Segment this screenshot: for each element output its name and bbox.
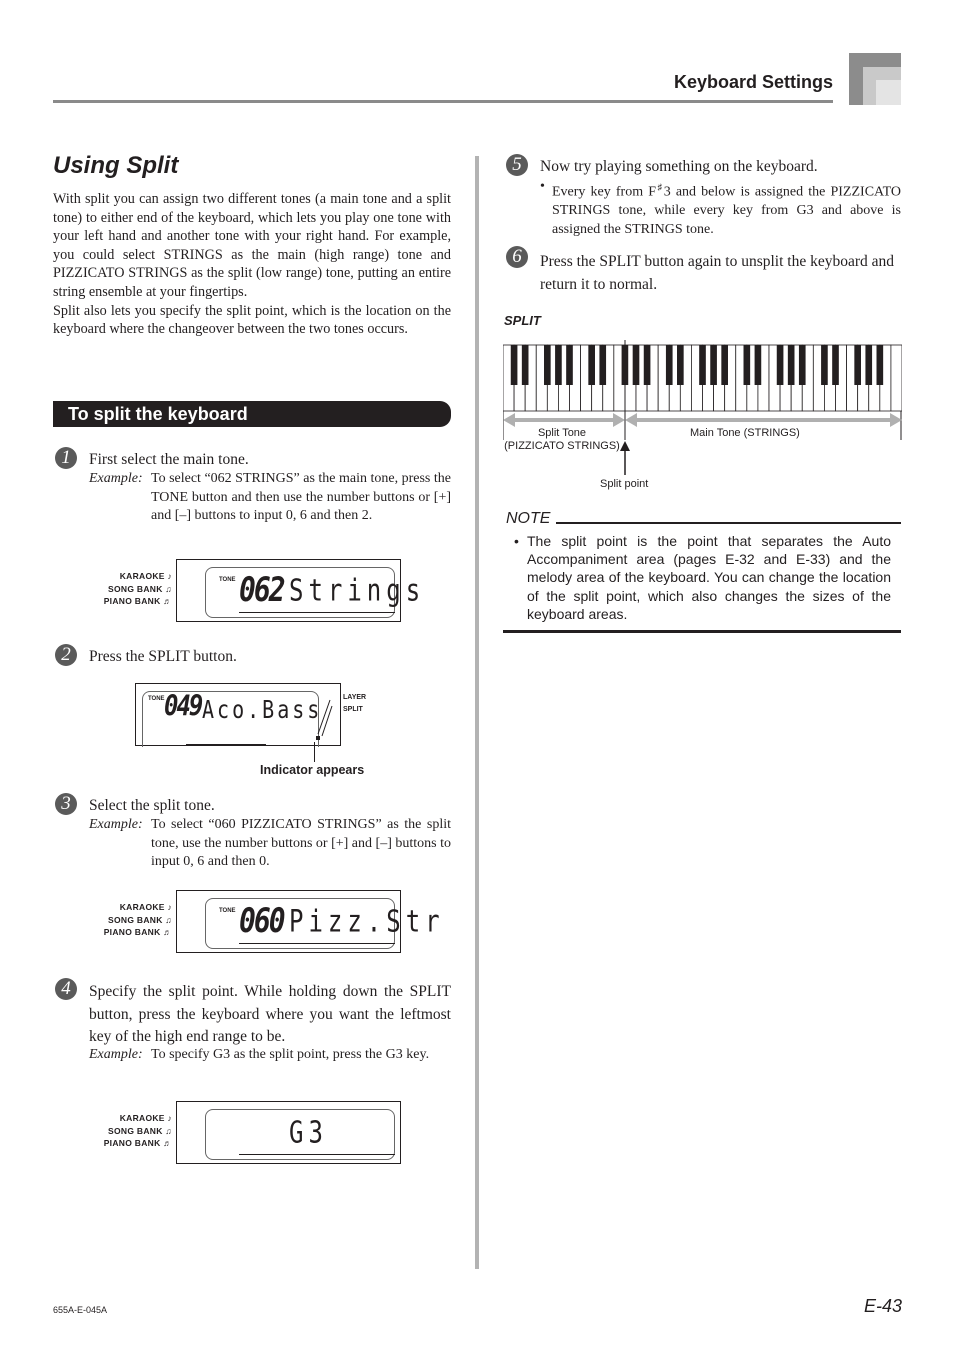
column-divider [475,156,479,1269]
split-point-arrowhead [620,441,630,451]
step-4-text: Specify the split point. While holding down the SPLIT button, press the keyboard where you want the leftmost key of the high end range to be. [89,983,451,1045]
black-key [511,345,518,385]
step-5-bullet-text: Every key from F♯3 and below is assigned the PIZZICATO STRINGS tone, while every key from G3 and above is assigned the STRINGS tone. [552,182,901,237]
black-key [555,345,562,385]
black-key [777,345,784,385]
lcd-display-3 [176,890,445,953]
step-1-example [89,470,451,526]
step-number-3: 3 [55,793,77,815]
display-4-text: G3 [289,1115,328,1150]
karaoke-label: KARAOKE ♪ [119,1113,172,1123]
step-number-1: 1 [55,447,77,469]
display-3-side-labels [90,901,172,939]
black-key [821,345,828,385]
lcd-display-2 [135,683,341,746]
split-tone-line-1: Split Tone [537,427,587,439]
corner-tab-graphic [849,53,901,105]
example-label: Example: [89,817,143,832]
song-bank-label: SONG BANK ♫ [108,1125,172,1136]
display-3-text: Pizz.Str [289,904,445,939]
split-tone-label [503,427,621,453]
song-bank-label: SONG BANK ♫ [108,914,172,925]
header-rule [53,100,833,103]
example-label: Example: [89,471,143,486]
subsection-title: To split the keyboard [53,401,451,427]
black-key [666,345,673,385]
display-2-number: 049 [164,689,202,723]
song-bank-label: SONG BANK ♫ [108,583,172,594]
split-label: SPLIT [343,706,363,713]
step-3-example-text: To select “060 PIZZICATO STRINGS” as the split tone, use the number buttons or [+] and [–] buttons to input 0, 6 and then 0. [151,817,451,870]
arrow-head [503,413,515,427]
arrow-head [625,413,637,427]
black-key [588,345,595,385]
keyboard-diagram [503,340,902,480]
display-2-text: Aco.Bass [202,694,323,724]
step-3-example [89,816,451,872]
display-2-side-labels [343,692,366,716]
section-title: Using Split [53,152,179,179]
piano-bank-label: PIANO BANK ♬ [103,596,172,606]
header-title: Keyboard Settings [673,72,833,92]
footer-code: 655A-E-045A [53,1305,108,1315]
black-key [633,345,640,385]
intro-text [53,190,451,339]
black-key [566,345,573,385]
note-top-rule [556,522,901,524]
indicator-callout-line [314,742,315,762]
karaoke-label: KARAOKE ♪ [119,902,172,912]
tone-tag: TONE [148,696,165,702]
karaoke-label: KARAOKE ♪ [119,571,172,581]
layer-label: LAYER [343,694,367,701]
bullet-dot: • [540,179,545,194]
split-indicator-graphic [316,696,334,740]
step-number-6: 6 [506,246,528,268]
arrow-head [613,413,625,427]
step-3-text: Select the split tone. [89,797,215,814]
black-key [544,345,551,385]
black-key [677,345,684,385]
step-2-text: Press the SPLIT button. [89,648,237,665]
lcd-display-4 [176,1101,401,1164]
display-1-text: Strings [289,573,426,608]
display-3-number: 060 [239,901,284,941]
arrow-head [890,413,902,427]
step-6-text: Press the SPLIT button again to unsplit the keyboard and return it to normal. [540,253,895,293]
black-key [755,345,762,385]
black-key [710,345,717,385]
split-tone-line-2: (PIZZICATO STRINGS) [504,440,620,452]
tone-tag: TONE [219,577,236,583]
step-1-example-text: To select “062 STRINGS” as the main tone, press the TONE button and then use the number buttons or [+] and [–] buttons to input 0, 6 and then 2. [151,471,451,524]
display-4-side-labels [90,1112,172,1150]
black-key [877,345,884,385]
note-body [510,532,891,623]
note-text: The split point is the point that separates the Auto Accompaniment area (pages E-32 and E-33) and the melody area of the keyboard. You can change the location of the split point, which also changes the sizes of the keyboard areas. [527,533,891,622]
piano-bank-label: PIANO BANK ♬ [103,927,172,937]
black-key [599,345,606,385]
step-number-2: 2 [55,644,77,666]
step-5-bullet [540,178,901,239]
bullet-dot: • [514,533,519,549]
black-key [799,345,806,385]
step-5-text: Now try playing something on the keyboard. [540,158,818,175]
black-key [788,345,795,385]
step-1-text: First select the main tone. [89,451,249,468]
note-bottom-rule [503,630,901,633]
main-tone-label: Main Tone (STRINGS) [690,427,800,439]
black-key [865,345,872,385]
black-key [522,345,529,385]
step-4-example [89,1046,451,1065]
lcd-display-1 [176,559,426,622]
black-key [644,345,651,385]
display-1-number: 062 [239,570,284,610]
step-number-4: 4 [55,978,77,1000]
diagram-label: SPLIT [504,313,541,328]
page-number: E-43 [863,1296,902,1316]
black-key [854,345,861,385]
note-label: NOTE [506,510,551,527]
black-key [721,345,728,385]
black-key [832,345,839,385]
display-1-side-labels [90,570,172,608]
step-number-5: 5 [506,154,528,176]
black-key [699,345,706,385]
white-key [891,345,902,411]
split-point-label: Split point [600,478,649,490]
intro-paragraph-1: With split you can assign two different tones (a main tone and a split tone) to either end of the keyboard, which lets you play one tone with your left hand and another tone with your right hand. For example, you could select STRINGS as the main (high range) tone and PIZZICATO STRINGS as the split (low range) tone, putting an entire string ensemble at your fingertips. [53,191,451,300]
piano-bank-label: PIANO BANK ♬ [103,1138,172,1148]
intro-paragraph-2: Split also lets you specify the split point, which is the location on the keyboard where the changeover between the two tones occurs. [53,302,451,338]
step-4-example-text: To specify G3 as the split point, press the G3 key. [151,1047,430,1062]
indicator-caption: Indicator appears [260,763,365,777]
black-key [744,345,751,385]
tone-tag: TONE [219,908,236,914]
example-label: Example: [89,1047,143,1062]
